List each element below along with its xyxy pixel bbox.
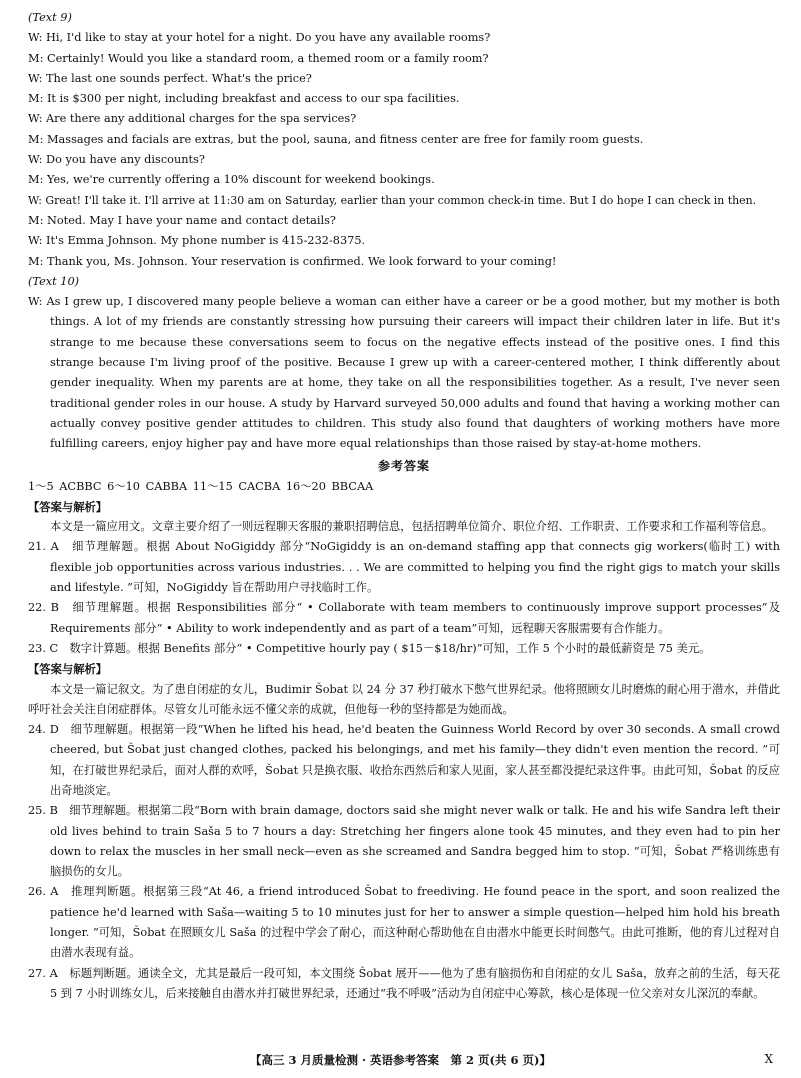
document-page <box>28 8 780 1004</box>
dialogue-line: W: It's Emma Johnson. My phone number is 415-232-8375. <box>28 234 366 248</box>
section-intro: 本文是一篇应用文。文章主要介绍了一则远程聊天客服的兼职招聘信息，包括招聘单位简介、职位介绍、工作职责、工作要求和工作福利等信息。 <box>50 520 774 534</box>
page-footer: 【高三 3 月质量检测 · 英语参考答案 第 2 页(共 6 页)】 <box>250 1053 551 1067</box>
footer-mark: X <box>764 1052 773 1066</box>
answer-key-line: 1～5 ACBBC 6～10 CABBA 11～15 CACBA 16～20 BBCAA <box>28 479 374 493</box>
answer-item: 25. B 细节理解题。根据第二段“Born with brain damage, doctors said she might never walk or talk. He and his wife Sandra left their old lives behind to train Saša 5 to 7 hours a day: Stretching her fingers alone took 45 minutes, and they even had to pin her down to relax the muscles in her small neck—even as she screamed and Sandra begged him to stop. ”可知，Šobat 严格训练患有脑损伤的女儿。 <box>28 804 780 879</box>
section-label: 【答案与解析】 <box>28 662 108 677</box>
section-intro: 本文是一篇记叙文。为了患自闭症的女儿，Budimir Šobat 以 24 分 37 秒打破水下憋气世界纪录。他将照顾女儿时磨炼的耐心用于潜水，并借此呼吁社会关注自闭症群体。尽管女儿可能永远不懂父亲的成就，但他每一秒的坚持都是为她而战。 <box>28 682 780 716</box>
dialogue-line: M: Certainly! Would you like a standard room, a themed room or a family room? <box>28 51 489 65</box>
dialogue-line: W: The last one sounds perfect. What's the price? <box>28 71 312 85</box>
text10-monologue: W: As I grew up, I discovered many people believe a woman can either have a career or be a good mother, but my mother is both things. A lot of my friends are constantly stressing how pursuing their careers will impact their children later in life. But it's strange to me because these conversations seem to focus on the negative effects instead of the positive ones. I find this strange because I'm living proof of the positive. Because I grew up with a career-centered mother, I think differently about gender inequality. When my parents are at home, they take on all the responsibilities together. As a result, I've never seen traditional gender roles in our house. A study by Harvard surveyed 50,000 adults and found that having a working mother can actually convey positive gender attitudes to children. This study also found that daughters of working mothers have more fulfilling careers, enjoy higher pay and have more equal relationships than those raised by stay-at-home mothers. <box>28 295 780 451</box>
dialogue-line: W: Do you have any discounts? <box>28 153 205 167</box>
dialogue-line: M: It is $300 per night, including breakfast and access to our spa facilities. <box>28 92 460 106</box>
text10-heading: (Text 10) <box>28 274 80 288</box>
dialogue-line: W: Are there any additional charges for the spa services? <box>28 112 357 126</box>
section-label: 【答案与解析】 <box>28 499 108 514</box>
dialogue-line: W: Great! I'll take it. I'll arrive at 11:30 am on Saturday, earlier than your common check-in time. But I do hope I can check in then. <box>28 193 757 207</box>
answer-item: 23. C 数字计算题。根据 Benefits 部分“ • Competitive hourly pay ( $15－$18/hr)”可知，工作 5 个小时的最低薪资是 75 美元。 <box>28 641 711 655</box>
dialogue-line: M: Noted. May I have your name and contact details? <box>28 213 336 227</box>
dialogue-line: M: Thank you, Ms. Johnson. Your reservation is confirmed. We look forward to your coming! <box>28 254 557 268</box>
answer-key-title: 参考答案 <box>377 458 430 473</box>
text9-heading: (Text 9) <box>28 11 72 24</box>
answer-item: 22. B 细节理解题。根据 Responsibilities 部分“ • Collaborate with team members to continuously improve support processes”及 Requirements 部分“ • Ability to work independently and as part of a team”可知，远程聊天客服需要有合作能力。 <box>28 601 780 635</box>
answer-item: 27. A 标题判断题。通读全文，尤其是最后一段可知，本文围绕 Šobat 展开——他为了患有脑损伤和自闭症的女儿 Saša，放弃之前的生活，每天花 5 到 7 小时训练女儿，后来接触自由潜水并打破世界纪录，还通过“我不呼吸”活动为自闭症中心筹款，核心是体现一位父亲对女儿深沉的奉献。 <box>28 966 780 1000</box>
answer-item: 21. A 细节理解题。根据 About NoGigiddy 部分“NoGigiddy is an on-demand staffing app that connects gig workers(临时工) with flexible job opportunities across various industries. . . We are committed to helping you find the right gigs to match your skills and lifestyle. ”可知，NoGigiddy 旨在帮助用户寻找临时工作。 <box>28 540 780 595</box>
dialogue-line: M: Yes, we're currently offering a 10% discount for weekend bookings. <box>28 173 435 187</box>
dialogue-line: W: Hi, I'd like to stay at your hotel for a night. Do you have any available rooms? <box>28 31 491 45</box>
answer-item: 26. A 推理判断题。根据第三段“At 46, a friend introduced Šobat to freediving. He found peace in the sport, and soon realized the patience he'd learned with Saša—waiting 5 to 10 minutes just for her to answer a simple question—helped him hold his breath longer. ”可知，Šobat 在照顾女儿 Saša 的过程中学会了耐心，而这种耐心帮助他在自由潜水中能更长时间憋气。由此可推断，他的育儿过程对自由潜水表现有益。 <box>28 885 780 960</box>
text9-dialogue <box>28 28 780 272</box>
answer-item: 24. D 细节理解题。根据第一段“When he lifted his head, he'd beaten the Guinness World Record by over 30 seconds. A small crowd cheered, but Šobat just changed clothes, packed his belongings, and met his family—they didn't even mention the record. ”可知，在打破世界纪录后，面对人群的欢呼，Šobat 只是换衣服、收拾东西然后和家人见面，家人甚至都没提纪录这件事。由此可知，Šobat 的反应出奇地淡定。 <box>28 723 780 797</box>
dialogue-line: M: Massages and facials are extras, but the pool, sauna, and fitness center are free for family room guests. <box>28 132 644 146</box>
